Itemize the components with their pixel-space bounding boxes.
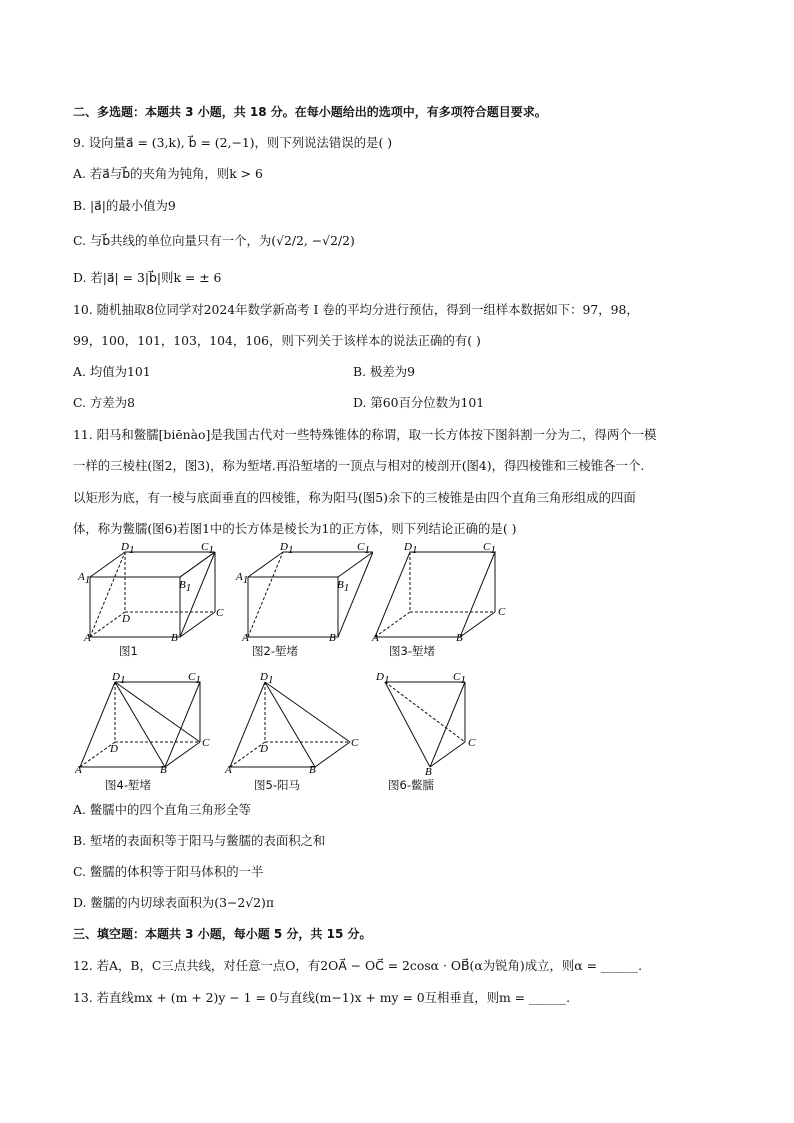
fig6-label-c: C [468, 737, 476, 749]
q11-stem-line3: 以矩形为底，有一棱与底面垂直的四棱锥，称为阳马(图5)余下的三棱锥是由四个直角三角形组成的四面 [73, 490, 636, 505]
fig2-label-b1: B1 [337, 579, 350, 594]
q9-option-d: D. 若|a⃗| = 3|b⃗|则k = ± 6 [73, 270, 222, 285]
fig2-label-d1: D1 [280, 542, 294, 556]
fig4-label-b: B [160, 764, 167, 776]
q11-stem-line1: 11. 阳马和鳖臑[biēnào]是我国古代对一些特殊锥体的称谓，取一长方体按下图斜割一分为二，得两个一模 [73, 427, 657, 442]
fig1-label-a1: A1 [78, 571, 91, 586]
fig1-label-b1: B1 [179, 579, 192, 594]
figure-2-caption: 图2-堑堵 [252, 644, 298, 658]
q11-option-d: D. 鳖臑的内切球表面积为(3−2√2)π [73, 895, 275, 910]
q10-stem-line1: 10. 随机抽取8位同学对2024年数学新高考 I 卷的平均分进行预估，得到一组样本数据如下：97，98， [73, 302, 639, 317]
fig6-label-c1: C1 [453, 672, 466, 686]
q11-stem-line2: 一样的三棱柱(图2，图3)，称为堑堵.再沿堑堵的一顶点与相对的棱剖开(图4)，得四棱锥和三棱锥各一个. [73, 458, 645, 473]
fig3-label-c: C [498, 606, 506, 618]
fig4-label-d1: D1 [112, 672, 126, 686]
q9-option-a: A. 若a⃗与b⃗的夹角为钝角，则k > 6 [73, 166, 263, 181]
q10-option-b: B. 极差为9 [353, 364, 416, 379]
fig2-label-c1: C1 [357, 542, 370, 556]
figure-2-prism [233, 542, 373, 642]
figure-5-yangma [220, 672, 365, 777]
figure-3-caption: 图3-堑堵 [389, 644, 435, 658]
q10-option-c: C. 方差为8 [73, 395, 135, 410]
figure-4-prism-cut [70, 672, 220, 777]
fig4-label-d: D [110, 743, 118, 755]
fig2-label-a1: A1 [236, 571, 249, 586]
fig5-label-d1: D1 [260, 672, 274, 686]
fig4-label-c: C [202, 737, 210, 749]
fig5-label-b: B [309, 764, 316, 776]
figure-1-cuboid [75, 542, 225, 642]
fig5-label-d: D [260, 743, 268, 755]
fig3-label-c1: C1 [483, 542, 496, 556]
fig1-label-b: B [171, 632, 178, 642]
q10-option-a: A. 均值为101 [73, 364, 151, 379]
fig6-label-d1: D1 [376, 672, 390, 686]
q9-option-b: B. |a⃗|的最小值为9 [73, 198, 176, 213]
figure-5-caption: 图5-阳马 [254, 778, 300, 792]
fill-section-header: 三、填空题：本题共 3 小题，每小题 5 分，共 15 分。 [73, 927, 372, 941]
q11-option-c: C. 鳖臑的体积等于阳马体积的一半 [73, 864, 264, 879]
q12-stem: 12. 若A，B，C三点共线，对任意一点O，有2OA⃗ − OC⃗ = 2cosα · OB⃗(α为锐角)成立，则α = ______. [73, 958, 643, 973]
fig2-label-b: B [329, 632, 336, 642]
q10-stem-line2: 99，100，101，103，104，106，则下列关于该样本的说法正确的有( ) [73, 333, 481, 348]
fig3-label-a: A [372, 632, 379, 642]
q9-stem: 9. 设向量a⃗ = (3,k), b⃗ = (2,−1)，则下列说法错误的是( ) [73, 135, 393, 150]
q11-option-a: A. 鳖臑中的四个直角三角形全等 [73, 802, 251, 817]
figure-1-caption: 图1 [119, 644, 138, 658]
fig1-label-d: D [122, 613, 130, 625]
fig1-label-c1: C1 [201, 542, 214, 556]
multi-choice-section-header: 二、多选题：本题共 3 小题，共 18 分。在每小题给出的选项中，有多项符合题目要求。 [73, 105, 547, 119]
figure-4-caption: 图4-堑堵 [105, 778, 151, 792]
fig2-label-a: A [242, 632, 249, 642]
q9-option-c: C. 与b⃗共线的单位向量只有一个，为(√2/2, −√2/2) [73, 233, 355, 248]
figure-6-caption: 图6-鳖臑 [388, 778, 434, 792]
fig3-label-b: B [456, 632, 463, 642]
fig5-label-c: C [351, 737, 359, 749]
figure-3-prism [370, 542, 510, 642]
fig5-label-a: A [225, 764, 232, 776]
fig4-label-a: A [75, 764, 82, 776]
fig4-label-c1: C1 [188, 672, 201, 686]
q10-option-d: D. 第60百分位数为101 [353, 395, 485, 410]
fig3-label-d1: D1 [404, 542, 418, 556]
fig1-label-d1: D1 [121, 542, 135, 556]
fig6-label-b: B [425, 766, 432, 777]
figure-6-bienao [370, 672, 495, 777]
q11-option-b: B. 堑堵的表面积等于阳马与鳖臑的表面积之和 [73, 833, 326, 848]
fig1-label-c: C [216, 607, 224, 619]
q13-stem: 13. 若直线mx + (m + 2)y − 1 = 0与直线(m−1)x + my = 0互相垂直，则m = ______. [73, 990, 571, 1005]
fig1-label-a: A [84, 632, 91, 642]
q11-stem-line4: 体，称为鳖臑(图6)若图1中的长方体是棱长为1的正方体，则下列结论正确的是( ) [73, 521, 517, 536]
